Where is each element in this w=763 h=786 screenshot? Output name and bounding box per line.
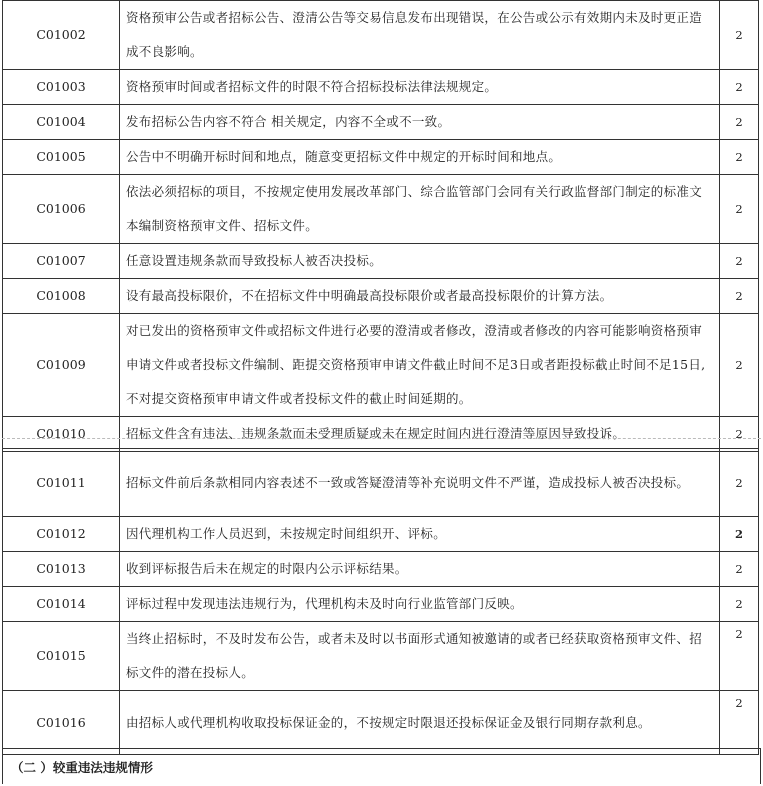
- code-cell: C01013: [3, 552, 120, 587]
- description-cell: 由招标人或代理机构收取投标保证金的，不按规定时限退还投标保证金及银行同期存款利息。: [120, 691, 720, 755]
- score-cell: 2: [720, 1, 759, 70]
- code-cell: C01014: [3, 587, 120, 622]
- description-cell: 发布招标公告内容不符合 相关规定，内容不全或不一致。: [120, 105, 720, 140]
- table-row: [3, 175, 759, 244]
- description-cell: 公告中不明确开标时间和地点，随意变更招标文件中规定的开标时间和地点。: [120, 140, 720, 175]
- code-cell: C01007: [3, 244, 120, 279]
- description-cell: 对已发出的资格预审文件或招标文件进行必要的澄清或者修改，澄清或者修改的内容可能影响资格预审申请文件或者投标文件编制、距提交资格预审申请文件截止时间不足3日或者距投标截止时间不足15日,不对提交资格预审申请文件或者投标文件的截止时间延期的。: [120, 314, 720, 417]
- description-cell: 当终止招标时，不及时发布公告，或者未及时以书面形式通知被邀请的或者已经获取资格预审文件、招标文件的潜在投标人。: [120, 622, 720, 691]
- score-cell: 2: [720, 244, 759, 279]
- score-cell: 2: [720, 449, 759, 517]
- table-row: [3, 691, 759, 755]
- code-cell: C01008: [3, 279, 120, 314]
- table-row: [3, 244, 759, 279]
- code-cell: C01004: [3, 105, 120, 140]
- table-row: [3, 140, 759, 175]
- code-cell: C01012: [3, 517, 120, 552]
- code-cell: C01015: [3, 622, 120, 691]
- code-cell: C01016: [3, 691, 120, 755]
- score-cell: 2: [720, 622, 759, 691]
- description-cell: 评标过程中发现违法违规行为，代理机构未及时向行业监管部门反映。: [120, 587, 720, 622]
- score-cell: 2: [720, 517, 759, 552]
- score-cell: 2: [720, 175, 759, 244]
- score-cell: 2: [720, 587, 759, 622]
- code-cell: C01002: [3, 1, 120, 70]
- table-row: [3, 279, 759, 314]
- score-cell: 2: [720, 552, 759, 587]
- table-row: [3, 1, 759, 70]
- code-cell: C01011: [3, 449, 120, 517]
- description-cell: 设有最高投标限价，不在招标文件中明确最高投标限价或者最高投标限价的计算方法。: [120, 279, 720, 314]
- score-cell: 2: [720, 279, 759, 314]
- description-cell: 资格预审公告或者招标公告、澄清公告等交易信息发布出现错误，在公告或公示有效期内未及时更正造成不良影响。: [120, 1, 720, 70]
- violation-table-2: [2, 448, 759, 755]
- table-row: [3, 622, 759, 691]
- table-row: [3, 517, 759, 552]
- score-cell: 2: [720, 691, 759, 755]
- description-cell: 收到评标报告后未在规定的时限内公示评标结果。: [120, 552, 720, 587]
- description-cell: 依法必须招标的项目，不按规定使用发展改革部门、综合监管部门会同有关行政监督部门制定的标准文本编制资格预审文件、招标文件。: [120, 175, 720, 244]
- table-row: [3, 105, 759, 140]
- table-row: [3, 552, 759, 587]
- description-cell: 资格预审时间或者招标文件的时限不符合招标投标法律法规规定。: [120, 70, 720, 105]
- description-cell: 招标文件含有违法、违规条款而未受理质疑或未在规定时间内进行澄清等原因导致投诉。: [120, 417, 720, 452]
- code-cell: C01005: [3, 140, 120, 175]
- table-row: [3, 417, 759, 452]
- description-cell: 招标文件前后条款相同内容表述不一致或答疑澄清等补充说明文件不严谨，造成投标人被否决投标。: [120, 449, 720, 517]
- score-cell: 2: [720, 140, 759, 175]
- score-cell: 2: [720, 105, 759, 140]
- description-cell: 任意设置违规条款而导致投标人被否决投标。: [120, 244, 720, 279]
- code-cell: C01009: [3, 314, 120, 417]
- code-cell: C01010: [3, 417, 120, 452]
- code-cell: C01006: [3, 175, 120, 244]
- score-cell: 2: [720, 417, 759, 452]
- description-cell: 因代理机构工作人员迟到，未按规定时间组织开、评标。: [120, 517, 720, 552]
- score-cell: 2: [720, 70, 759, 105]
- violation-table-1: [2, 0, 759, 452]
- table-row: [3, 587, 759, 622]
- section-heading-row: [2, 748, 761, 784]
- score-cell: 2: [720, 314, 759, 417]
- table-row: [3, 70, 759, 105]
- code-cell: C01003: [3, 70, 120, 105]
- section-heading: （二 ）较重违法违规情形: [11, 760, 153, 775]
- table-row: [3, 314, 759, 417]
- table-row: [3, 449, 759, 517]
- page-break-divider: [2, 438, 761, 439]
